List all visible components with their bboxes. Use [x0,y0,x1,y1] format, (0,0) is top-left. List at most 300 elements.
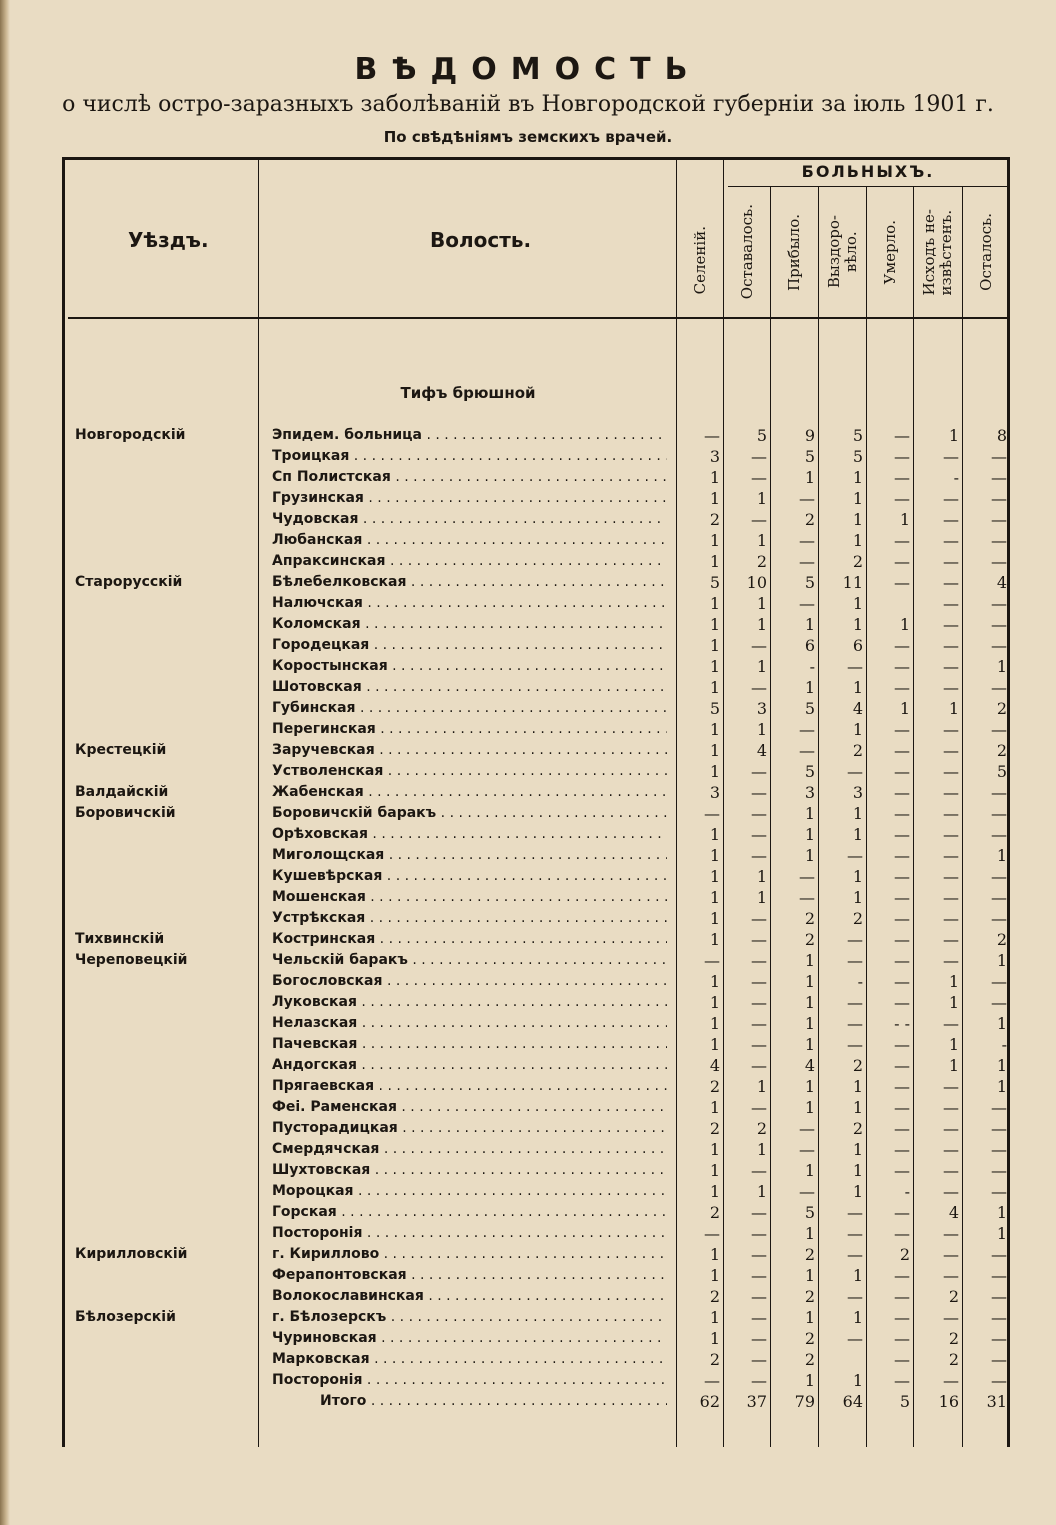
value-cell: 1 [852,867,863,886]
document-source: По свѣдѣніямъ земскихъ врачей. [383,128,673,146]
value-cell: 5 [804,699,815,718]
volost-cell: Богословская . . . [272,971,667,992]
value-cell: 1 [948,1056,959,1075]
value-cell: — [991,720,1007,739]
value-cell: — [991,972,1007,991]
value-cell: — [943,489,959,508]
table-row [0,1013,1056,1034]
value-cell: — [991,909,1007,928]
value-cell: 8 [996,426,1007,445]
value-cell: — [943,552,959,571]
value-cell: 3 [709,783,720,802]
volost-cell: Чуриновская . . . [272,1328,667,1349]
value-cell: 2 [899,1245,910,1264]
value-cell: 1 [852,1140,863,1159]
value-cell: — [894,1140,910,1159]
value-cell: 1 [709,972,720,991]
header-uezd: Уѣздъ. [128,228,209,252]
total-label: Итого . . . [272,1391,667,1412]
value-cell: 1 [852,1308,863,1327]
value-cell: — [894,951,910,970]
volost-cell: Апраксинская . . . [272,551,667,572]
table-row [0,782,1056,803]
value-cell: 1 [852,531,863,550]
value-cell: 1 [709,615,720,634]
value-cell: 1 [709,1035,720,1054]
value-cell: 1 [709,1014,720,1033]
value-cell: 1 [709,468,720,487]
value-cell: — [991,804,1007,823]
value-cell: — [943,741,959,760]
table-row [0,635,1056,656]
value-cell: 1 [709,1266,720,1285]
value-cell: 1 [852,720,863,739]
value-cell: 1 [852,468,863,487]
value-cell: 1 [709,594,720,613]
volost-cell: Луковская . . . [272,992,667,1013]
value-cell: 1 [709,762,720,781]
value-cell: - [857,972,863,991]
value-cell: — [991,1182,1007,1201]
table-row [0,467,1056,488]
table-row [0,1034,1056,1055]
value-cell: 1 [996,657,1007,676]
value-cell: — [894,531,910,550]
value-cell: — [847,762,863,781]
value-cell: 1 [709,1182,720,1201]
value-cell: 1 [709,993,720,1012]
table-row [0,446,1056,467]
value-cell: — [943,783,959,802]
value-cell: 5 [852,447,863,466]
value-cell: — [943,1224,959,1243]
table-row [0,929,1056,950]
value-cell: 1 [804,1308,815,1327]
volost-cell: г. Кириллово . . . [272,1244,667,1265]
volost-cell: Городецкая . . . [272,635,667,656]
table-row [0,1265,1056,1286]
uezd-cell: Кирилловскій [75,1246,188,1262]
value-cell: 2 [804,1350,815,1369]
total-value-cell: 31 [986,1392,1007,1411]
value-cell: 1 [756,615,767,634]
value-cell: 2 [948,1287,959,1306]
value-cell: — [894,888,910,907]
value-cell: 1 [709,930,720,949]
value-cell: — [991,615,1007,634]
header-seleniy: Селеній. [690,225,709,295]
value-cell: — [894,783,910,802]
value-cell: 1 [852,594,863,613]
table-row [0,593,1056,614]
value-cell: — [991,1161,1007,1180]
value-cell: — [991,1350,1007,1369]
value-cell: 2 [852,1056,863,1075]
value-cell: — [751,993,767,1012]
value-cell: 1 [709,552,720,571]
value-cell: — [894,930,910,949]
value-cell: 2 [996,699,1007,718]
value-cell: 1 [948,993,959,1012]
value-cell: 1 [709,657,720,676]
value-cell: 3 [852,783,863,802]
value-cell: 2 [996,741,1007,760]
value-cell: — [751,783,767,802]
value-cell: 1 [709,720,720,739]
value-cell: 1 [709,531,720,550]
table-row [0,698,1056,719]
value-cell: — [847,1329,863,1348]
volost-cell: Сп Полистская . . . [272,467,667,488]
value-cell: 2 [709,1287,720,1306]
table-row [0,950,1056,971]
value-cell: - [904,1182,910,1201]
value-cell: — [943,678,959,697]
value-cell: 1 [709,1140,720,1159]
value-cell: — [894,1098,910,1117]
value-cell: — [943,1140,959,1159]
table-row [0,803,1056,824]
value-cell: — [799,867,815,886]
volost-cell: г. Бѣлозерскъ . . . [272,1307,667,1328]
document-title: ВѢДОМОСТЬ [354,52,702,87]
value-cell: 5 [709,573,720,592]
value-cell: — [894,1371,910,1390]
table-row [0,509,1056,530]
value-cell: 1 [948,1035,959,1054]
value-cell: 1 [709,1161,720,1180]
value-cell: — [894,1056,910,1075]
value-cell: — [894,636,910,655]
total-value-cell: 79 [794,1392,815,1411]
value-cell: — [943,909,959,928]
value-cell: — [751,1329,767,1348]
value-cell: 1 [709,489,720,508]
table-row [0,824,1056,845]
value-cell: — [943,1014,959,1033]
value-cell: 1 [852,1161,863,1180]
table-row [0,845,1056,866]
value-cell: 1 [948,972,959,991]
table-row [0,1286,1056,1307]
value-cell: — [751,951,767,970]
value-cell: 1 [709,678,720,697]
uezd-cell: Тихвинскій [75,931,165,947]
value-cell: — [991,1329,1007,1348]
value-cell: — [894,657,910,676]
value-cell: — [704,1224,720,1243]
value-cell: 5 [804,573,815,592]
volost-cell: Смердячская . . . [272,1139,667,1160]
table-row [0,1097,1056,1118]
value-cell: — [751,678,767,697]
volost-cell: Мошенская . . . [272,887,667,908]
value-cell: - [953,468,959,487]
volost-cell: Любанская . . . [272,530,667,551]
value-cell: — [751,1035,767,1054]
volost-cell: Устрѣкская . . . [272,908,667,929]
value-cell: — [847,657,863,676]
value-cell: — [991,1287,1007,1306]
value-cell: — [704,1371,720,1390]
value-cell: 1 [756,1182,767,1201]
table-row [0,1055,1056,1076]
value-cell: 1 [756,867,767,886]
value-cell: — [894,1287,910,1306]
table-row [0,1160,1056,1181]
value-cell: 1 [709,1308,720,1327]
value-cell: — [799,594,815,613]
table-row [0,1307,1056,1328]
value-cell: — [943,1161,959,1180]
value-cell: 1 [852,1371,863,1390]
table-row [0,1202,1056,1223]
volost-cell: Миголощская . . . [272,845,667,866]
volost-cell: Губинская . . . [272,698,667,719]
value-cell: — [894,1077,910,1096]
table-row [0,1223,1056,1244]
value-cell: 5 [804,762,815,781]
value-cell: - - [894,1014,910,1033]
value-cell: — [943,846,959,865]
value-cell: 2 [804,1287,815,1306]
value-cell: 1 [709,909,720,928]
value-cell: 5 [852,426,863,445]
value-cell: — [943,531,959,550]
value-cell: 2 [709,1203,720,1222]
volost-cell: Шухтовская . . . [272,1160,667,1181]
value-cell: 1 [756,1077,767,1096]
value-cell: 1 [756,489,767,508]
value-cell: — [991,489,1007,508]
value-cell: — [894,468,910,487]
value-cell: — [751,1161,767,1180]
header-rule [68,317,1008,319]
value-cell: — [943,573,959,592]
value-cell: 1 [852,1266,863,1285]
value-cell: 1 [852,1098,863,1117]
value-cell: 1 [852,510,863,529]
value-cell: — [991,678,1007,697]
value-cell: 2 [948,1329,959,1348]
value-cell: 4 [948,1203,959,1222]
value-cell: — [847,846,863,865]
value-cell: — [991,1245,1007,1264]
header-iskhod: Исходъ не- извѣстенъ. [920,208,955,296]
value-cell: 2 [852,909,863,928]
value-cell: — [751,1266,767,1285]
value-cell: — [704,804,720,823]
value-cell: — [894,552,910,571]
value-cell: — [847,1287,863,1306]
table-row [0,1139,1056,1160]
header-pribylo: Прибыло. [785,213,803,291]
value-cell: 9 [804,426,815,445]
value-cell: 1 [709,1245,720,1264]
uezd-cell: Крестецкій [75,742,167,758]
value-cell: — [847,1014,863,1033]
value-cell: 5 [804,447,815,466]
value-cell: 4 [852,699,863,718]
value-cell: — [751,972,767,991]
value-cell: — [751,1350,767,1369]
uezd-cell: Старорусскій [75,574,183,590]
value-cell: — [799,741,815,760]
value-cell: — [751,846,767,865]
value-cell: — [991,1098,1007,1117]
volost-cell: Чудовская . . . [272,509,667,530]
value-cell: 2 [804,930,815,949]
value-cell: — [991,531,1007,550]
value-cell: — [943,1245,959,1264]
document-subtitle: о числѣ остро-заразныхъ заболѣваній въ Новгородской губерніи за іюль 1901 г. [62,92,994,117]
value-cell: — [894,909,910,928]
value-cell: — [894,720,910,739]
value-cell: — [704,426,720,445]
value-cell: — [991,867,1007,886]
volost-cell: Коломская . . . [272,614,667,635]
value-cell: — [799,720,815,739]
value-cell: 1 [996,1203,1007,1222]
value-cell: 1 [804,615,815,634]
volost-cell: Волокославинская . . . [272,1286,667,1307]
header-ostavalos: Оставалось. [737,204,756,300]
value-cell: 1 [996,1014,1007,1033]
value-cell: 1 [852,804,863,823]
table-row [0,551,1056,572]
value-cell: 5 [756,426,767,445]
value-cell: 3 [756,699,767,718]
value-cell: - [809,657,815,676]
table-row [0,572,1056,593]
value-cell: 1 [804,951,815,970]
total-value-cell: 62 [699,1392,720,1411]
value-cell: — [799,1119,815,1138]
value-cell: — [751,1203,767,1222]
value-cell: — [991,1140,1007,1159]
volost-cell: Устволенская . . . [272,761,667,782]
value-cell: 1 [804,825,815,844]
value-cell: — [751,1245,767,1264]
volost-cell: Орѣховская . . . [272,824,667,845]
value-cell: — [991,783,1007,802]
table-row [0,971,1056,992]
value-cell: 1 [852,489,863,508]
value-cell: 3 [709,447,720,466]
table-row [0,530,1056,551]
value-cell: 1 [709,846,720,865]
volost-cell: Налючская . . . [272,593,667,614]
value-cell: — [943,888,959,907]
volost-cell: Кушевѣрская . . . [272,866,667,887]
value-cell: — [751,636,767,655]
value-cell: — [894,1266,910,1285]
value-cell: — [847,930,863,949]
value-cell: 1 [996,951,1007,970]
value-cell: — [751,909,767,928]
value-cell: — [751,510,767,529]
volost-cell: Троицкая . . . [272,446,667,467]
value-cell: 1 [709,1329,720,1348]
value-cell: — [991,1371,1007,1390]
header-umerlo: Умерло. [880,219,899,285]
table-row [0,740,1056,761]
value-cell: — [799,531,815,550]
value-cell: 1 [852,1182,863,1201]
value-cell: — [943,930,959,949]
value-cell: 5 [709,699,720,718]
value-cell: 2 [996,930,1007,949]
value-cell: — [894,447,910,466]
value-cell: — [943,636,959,655]
value-cell: 1 [756,531,767,550]
volost-cell: Мороцкая . . . [272,1181,667,1202]
value-cell: 2 [804,510,815,529]
value-cell: — [847,1203,863,1222]
value-cell: 1 [852,1077,863,1096]
uezd-cell: Новгородскій [75,427,186,443]
value-cell: — [847,1245,863,1264]
uezd-cell: Боровичскій [75,805,176,821]
value-cell: — [751,825,767,844]
value-cell: — [847,1224,863,1243]
value-cell: — [799,888,815,907]
value-cell: — [894,1329,910,1348]
uezd-cell: Череповецкій [75,952,188,968]
value-cell: — [991,594,1007,613]
value-cell: — [943,1098,959,1117]
volost-cell: Эпидем. больница . . . [272,425,667,446]
value-cell: — [847,951,863,970]
value-cell: — [894,1350,910,1369]
value-cell: 2 [709,1077,720,1096]
value-cell: — [991,1119,1007,1138]
value-cell: 1 [899,510,910,529]
value-cell: — [894,804,910,823]
value-cell: 1 [852,888,863,907]
value-cell: 5 [996,762,1007,781]
volost-cell: Марковская . . . [272,1349,667,1370]
value-cell: — [991,468,1007,487]
value-cell: — [894,1035,910,1054]
volost-cell: Бѣлебелковская . . . [272,572,667,593]
value-cell: 4 [996,573,1007,592]
value-cell: — [894,1224,910,1243]
value-cell: — [943,657,959,676]
value-cell: 2 [804,909,815,928]
table-row [0,1118,1056,1139]
table-row [0,866,1056,887]
value-cell: — [894,867,910,886]
value-cell: 1 [804,846,815,865]
value-cell: — [943,1182,959,1201]
table-row [0,992,1056,1013]
value-cell: — [751,1308,767,1327]
table-row [0,1244,1056,1265]
value-cell: — [991,825,1007,844]
value-cell: — [991,552,1007,571]
value-cell: 1 [804,1098,815,1117]
value-cell: 1 [756,594,767,613]
value-cell: — [799,1182,815,1201]
volost-cell: Боровичскій баракъ . . . [272,803,667,824]
value-cell: 6 [804,636,815,655]
value-cell: 1 [756,1140,767,1159]
value-cell: — [894,1119,910,1138]
value-cell: 2 [709,1350,720,1369]
value-cell: 1 [709,1098,720,1117]
value-cell: 1 [709,867,720,886]
